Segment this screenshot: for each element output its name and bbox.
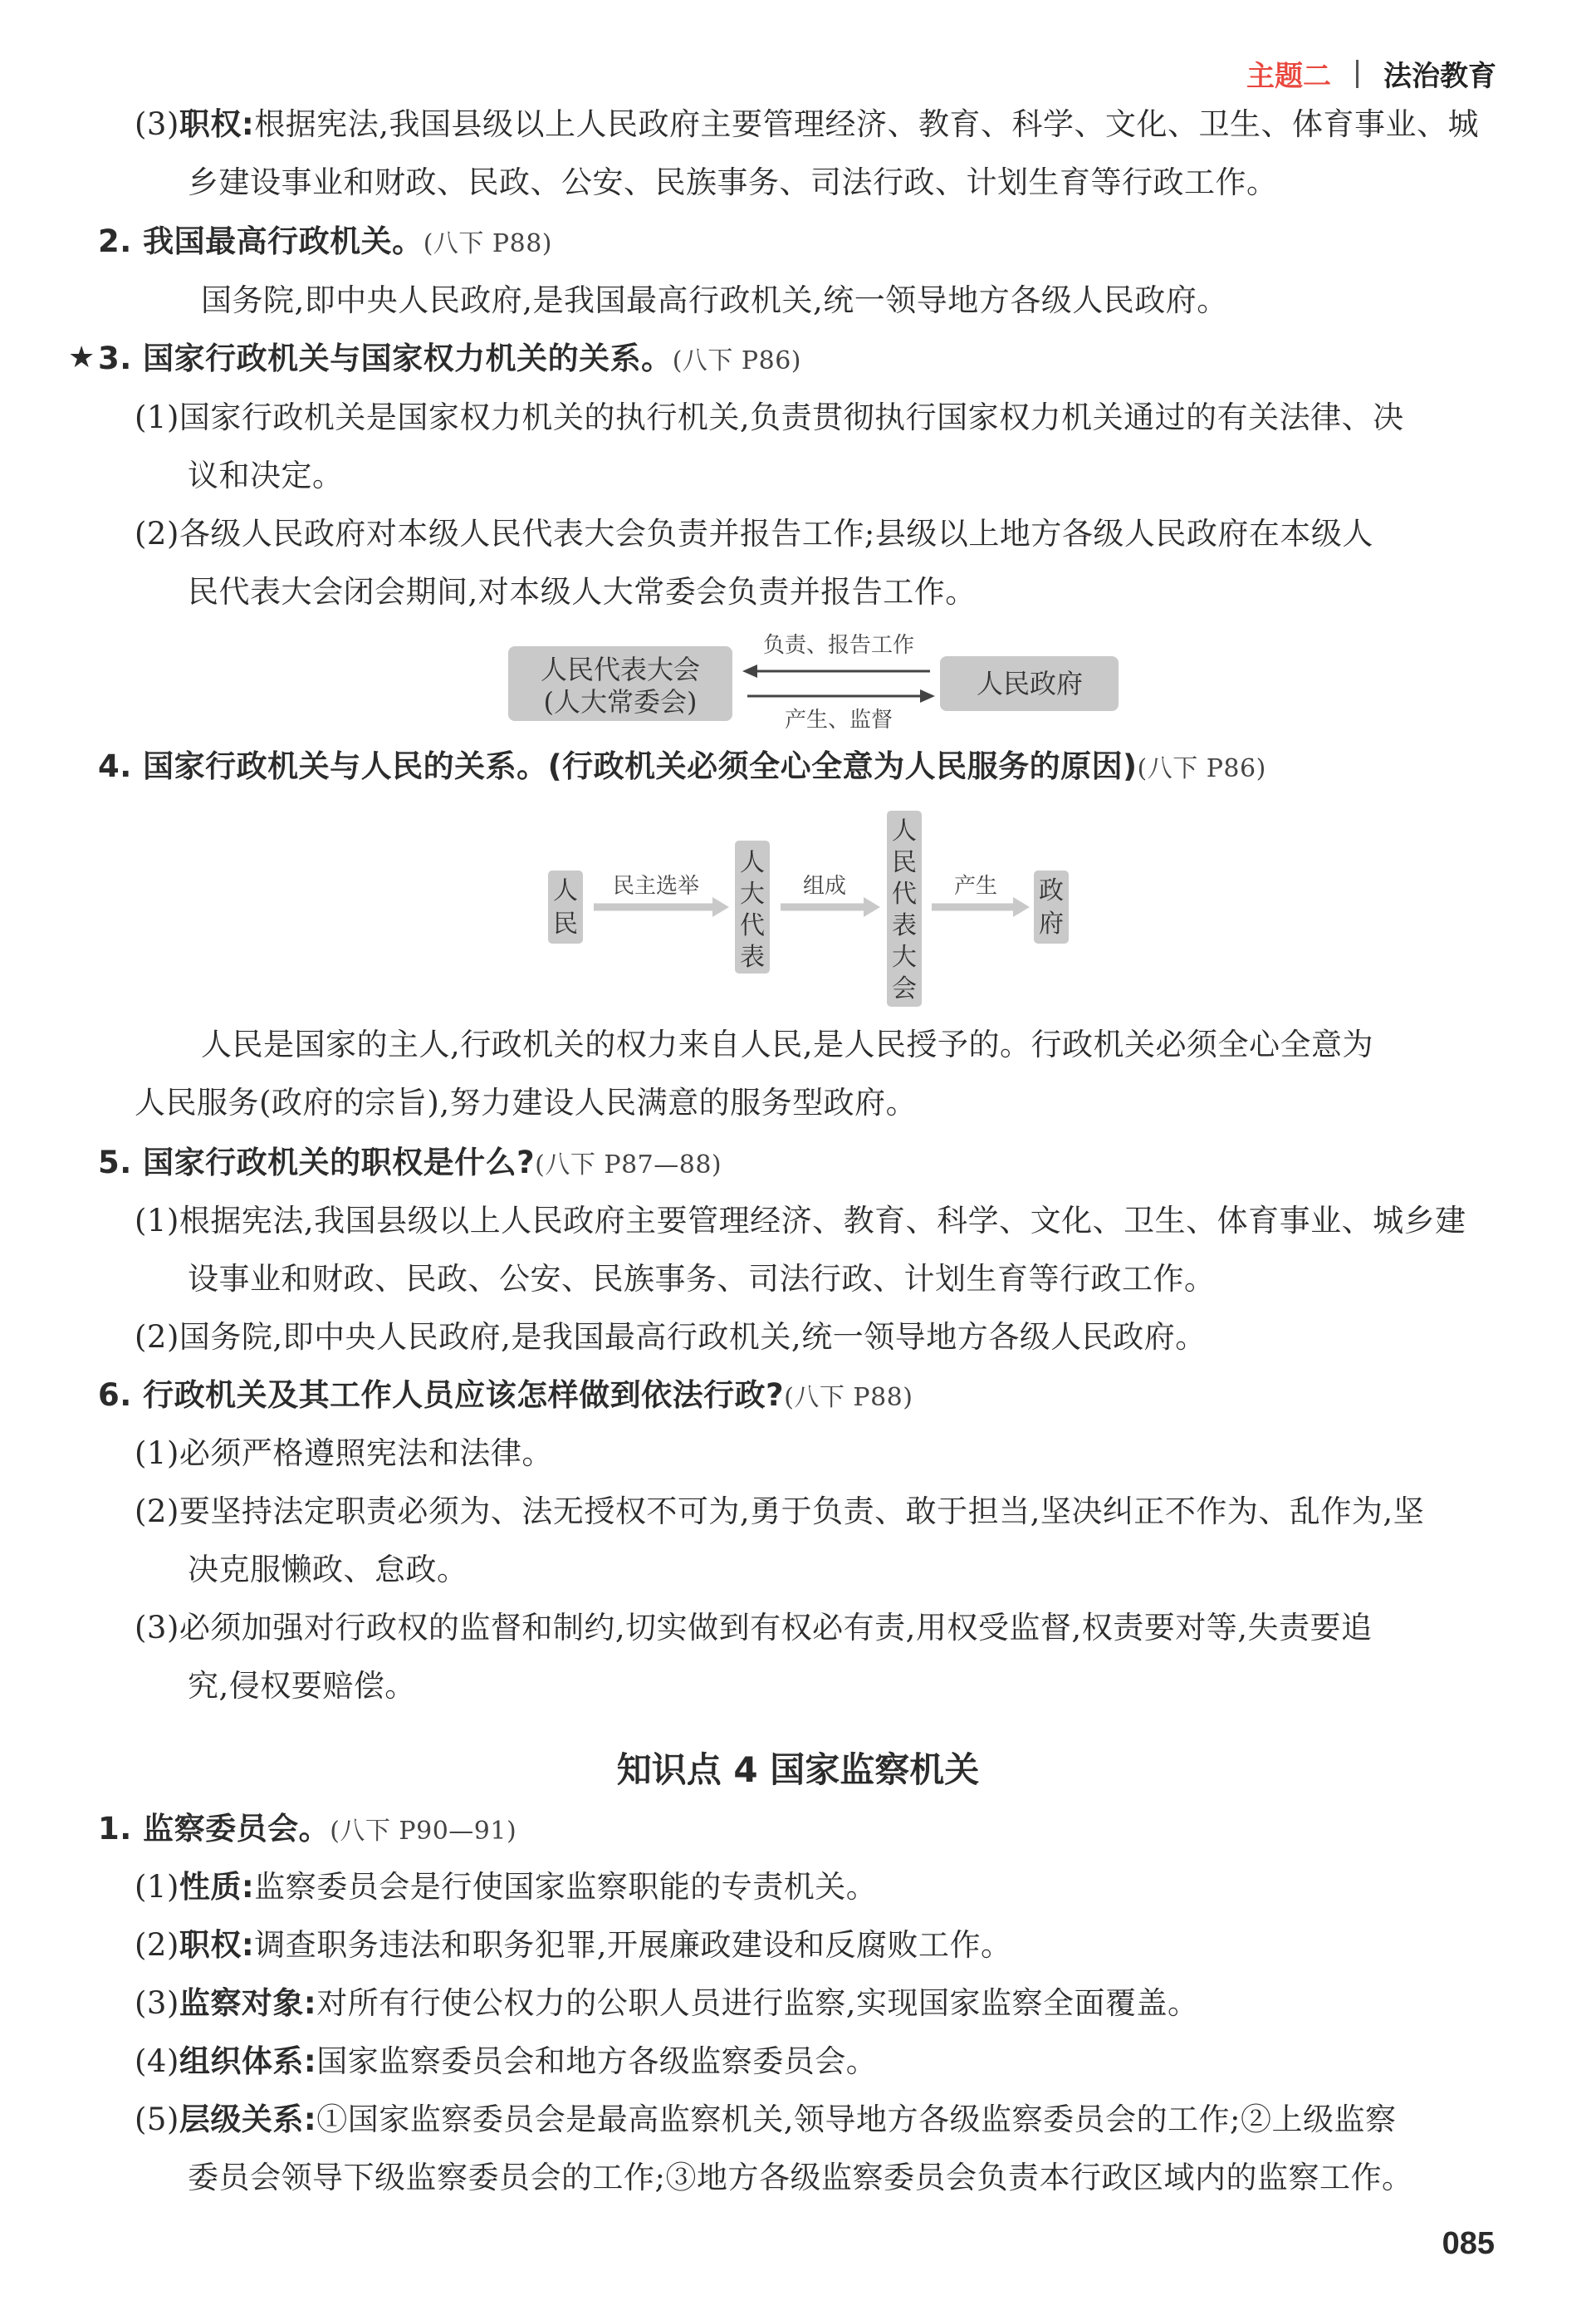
box-government-char: 政	[1039, 876, 1064, 905]
text-line: (3)必须加强对行政权的监督和制约,切实做到有权必有责,用权受监督,权责要对等,失责要追	[135, 1610, 1373, 1646]
text-line: 国务院,即中央人民政府,是我国最高行政机关,统一领导地方各级人民政府。	[201, 282, 1228, 318]
text-line: (1)国家行政机关是国家权力机关的执行机关,负责贯彻执行国家权力机关通过的有关法律、决	[135, 400, 1404, 435]
point-heading: 3. 国家行政机关与国家权力机关的关系。(八下 P86)	[98, 341, 801, 376]
arrow-label-produce: 产生	[953, 874, 998, 899]
text-line: 人民服务(政府的宗旨),努力建设人民满意的服务型政府。	[135, 1085, 918, 1121]
text-line: 人民是国家的主人,行政机关的权力来自人民,是人民授予的。行政机关必须全心全意为	[201, 1027, 1374, 1062]
text-line: 议和决定。	[188, 458, 344, 493]
text-line: (2)各级人民政府对本级人民代表大会负责并报告工作;县级以上地方各级人民政府在本级人	[135, 516, 1373, 552]
box-peoples-congress-line1: 人民代表大会	[540, 654, 701, 685]
point-heading: 2. 我国最高行政机关。(八下 P88)	[98, 223, 552, 259]
text-line: (5)层级关系:①国家监察委员会是最高监察机关,领导地方各级监察委员会的工作;②上级监察	[135, 2102, 1397, 2137]
point-heading: 1. 监察委员会。(八下 P90—91)	[98, 1811, 517, 1847]
box-government-char: 府	[1039, 910, 1064, 939]
point-heading: 6. 行政机关及其工作人员应该怎样做到依法行政?(八下 P88)	[98, 1377, 913, 1413]
box-congress-char: 表	[892, 911, 917, 940]
text-line: 乡建设事业和财政、民政、公安、民族事务、司法行政、计划生育等行政工作。	[188, 164, 1278, 200]
box-peoples-congress-line2: (人大常委会)	[543, 686, 698, 718]
arrow-compose-head	[864, 897, 880, 917]
header-title: 法治教育	[1383, 60, 1496, 93]
text-line: (3)监察对象:对所有行使公权力的公职人员进行监察,实现国家监察全面覆盖。	[135, 1985, 1199, 2021]
text-line: 设事业和财政、民政、公安、民族事务、司法行政、计划生育等行政工作。	[188, 1261, 1216, 1297]
page-header	[1246, 53, 1496, 94]
text-line: (4)组织体系:国家监察委员会和地方各级监察委员会。	[135, 2043, 878, 2079]
text-line: 民代表大会闭会期间,对本级人大常委会负责并报告工作。	[188, 574, 977, 610]
text-line: 委员会领导下级监察委员会的工作;③地方各级监察委员会负责本行政区域内的监察工作。	[188, 2160, 1413, 2195]
text-line: 究,侵权要赔偿。	[188, 1668, 416, 1704]
star-icon: ★	[68, 341, 95, 375]
box-congress-char: 人	[892, 817, 917, 846]
box-deputies-char: 代	[740, 911, 765, 940]
box-people-char: 人	[553, 876, 578, 905]
text-line: (2)职权:调查职务违法和职务犯罪,开展廉政建设和反腐败工作。	[135, 1927, 1012, 1963]
arrow-label-bottom: 产生、监督	[784, 708, 893, 731]
header-topic: 主题二	[1246, 60, 1331, 93]
header-divider	[1356, 60, 1359, 88]
box-deputies-char: 人	[740, 848, 765, 877]
arrow-election-head	[712, 897, 729, 917]
box-deputies-char: 表	[740, 943, 765, 972]
arrow-label-election: 民主选举	[612, 874, 700, 899]
arrow-left-head	[742, 665, 757, 678]
text-line: (3)职权:根据宪法,我国县级以上人民政府主要管理经济、教育、科学、文化、卫生、体育事业、城	[135, 106, 1479, 142]
text-line: 决克服懒政、怠政。	[188, 1552, 468, 1587]
arrow-label-compose: 组成	[802, 874, 847, 899]
arrow-label-top: 负责、报告工作	[762, 633, 915, 658]
box-congress-char: 代	[892, 880, 917, 909]
box-deputies-char: 大	[740, 880, 765, 909]
box-congress-char: 会	[892, 974, 917, 1003]
box-congress-char: 大	[892, 943, 917, 972]
relation-diagram-1	[498, 631, 1129, 731]
arrow-produce-head	[1013, 897, 1030, 917]
point-heading: 4. 国家行政机关与人民的关系。(行政机关必须全心全意为人民服务的原因)(八下 P86)	[98, 748, 1266, 784]
text-line: (2)国务院,即中央人民政府,是我国最高行政机关,统一领导地方各级人民政府。	[135, 1319, 1207, 1355]
page-number: 085	[1442, 2226, 1495, 2261]
box-congress-char: 民	[892, 848, 917, 877]
text-line: (1)必须严格遵照宪法和法律。	[135, 1435, 553, 1471]
text-line: (1)根据宪法,我国县级以上人民政府主要管理经济、教育、科学、文化、卫生、体育事业、城乡建	[135, 1203, 1466, 1238]
relation-diagram-2	[531, 797, 1080, 1013]
point-heading: 5. 国家行政机关的职权是什么?(八下 P87—88)	[98, 1145, 722, 1180]
box-peoples-government-label: 人民政府	[976, 668, 1084, 699]
box-people-char: 民	[553, 910, 578, 939]
text-line: (1)性质:监察委员会是行使国家监察职能的专责机关。	[135, 1869, 878, 1905]
text-line: (2)要坚持法定职责必须为、法无授权不可为,勇于负责、敢于担当,坚决纠正不作为、乱作为,坚	[135, 1493, 1425, 1529]
arrow-right-head	[920, 689, 935, 703]
section-title: 知识点 4 国家监察机关	[616, 1749, 980, 1790]
